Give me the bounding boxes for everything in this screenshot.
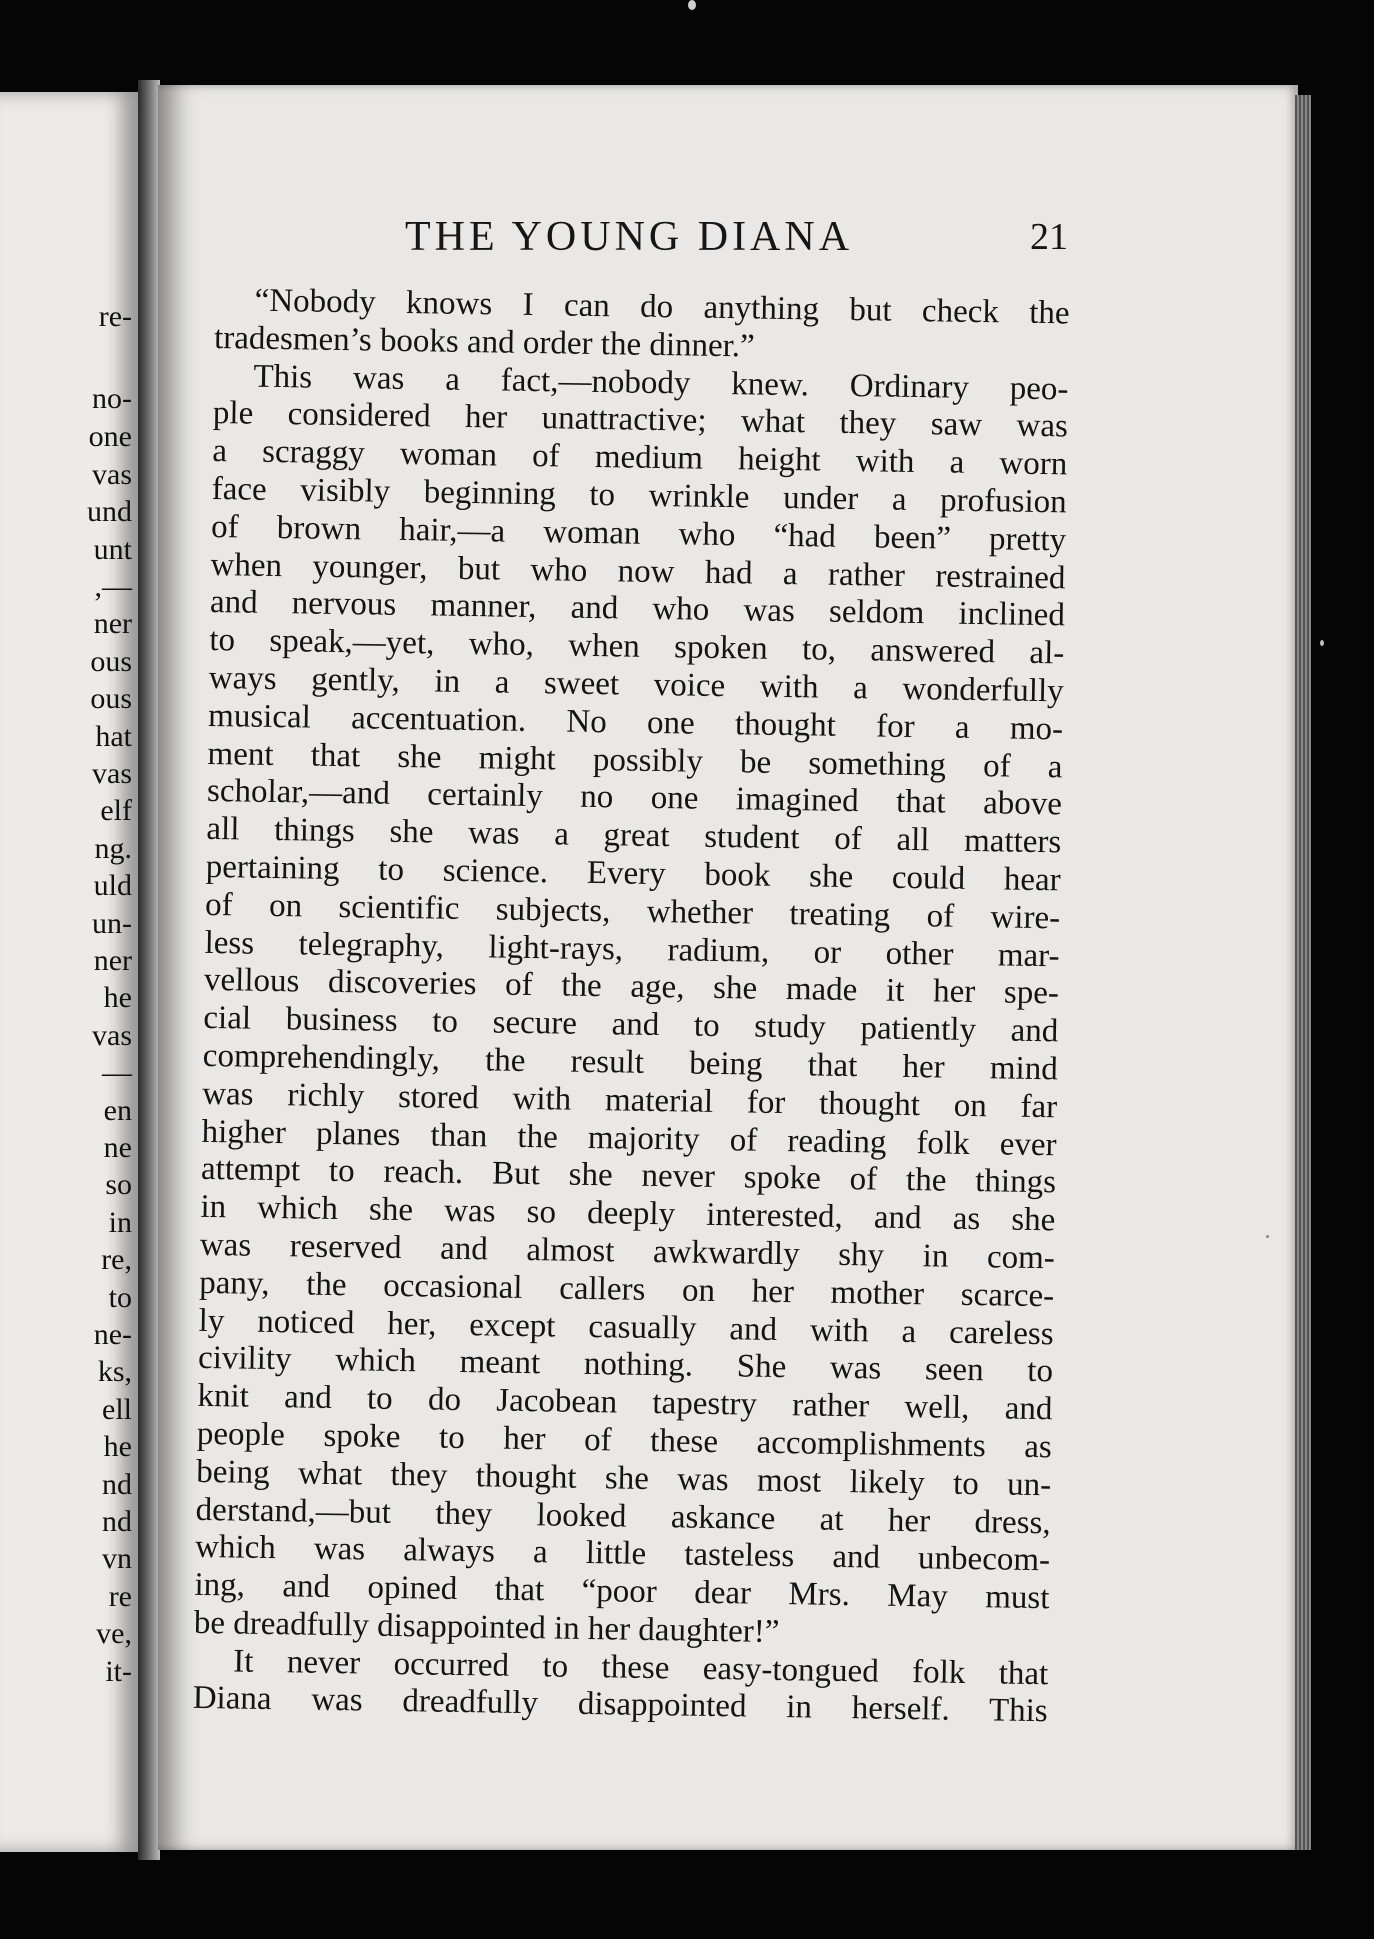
text-line: “Nobody knows I can do anything but check the xyxy=(254,282,1070,332)
text-line: pertaining to science. Every book she could hear xyxy=(205,848,1061,899)
text-line: which was always a little tasteless and unbecom- xyxy=(194,1529,1051,1579)
text-line: It never occurred to these easy-tongued folk that xyxy=(233,1643,1049,1692)
prev-page-fragment: ner xyxy=(93,607,132,640)
scan-speck xyxy=(688,0,696,10)
text-line: ment that she might possibly be something of a xyxy=(207,735,1063,785)
prev-page-fragment: ner xyxy=(93,944,132,977)
prev-page-fragment: ks, xyxy=(97,1355,132,1388)
prev-page-fragment: ne- xyxy=(93,1318,132,1351)
prev-page-fragment: en xyxy=(103,1094,132,1127)
running-title: THE YOUNG DIANA xyxy=(405,214,854,260)
page-header xyxy=(0,213,1374,263)
prev-page-fragment: vn xyxy=(102,1542,132,1575)
prev-page-fragment: so xyxy=(105,1168,132,1201)
prev-page-fragment: ous xyxy=(90,645,132,678)
prev-page-fragment: elf xyxy=(100,794,132,827)
prev-page-fragment: ve, xyxy=(96,1617,132,1650)
prev-page-fragment: hat xyxy=(95,720,132,753)
prev-page-fragment: ous xyxy=(90,682,132,715)
prev-page-fragment: re, xyxy=(101,1243,132,1276)
text-line: cial business to secure and to study patiently and xyxy=(203,1000,1059,1050)
text-line: musical accentuation. No one thought for a mo- xyxy=(207,697,1064,748)
prev-page-fragment: vas xyxy=(92,458,132,491)
text-line: when younger, but who now had a rather restrained xyxy=(210,546,1066,596)
text-line: of on scientific subjects, whether treating of wire- xyxy=(204,886,1061,937)
text-line: tradesmen’s books and order the dinner.” xyxy=(213,319,756,365)
scan-speck xyxy=(1266,1235,1269,1238)
prev-page-fragment: un- xyxy=(92,907,132,940)
text-line: ple considered her unattractive; what they saw was xyxy=(212,395,1069,445)
prev-page-fragment: und xyxy=(87,495,132,528)
previous-page-edge xyxy=(0,92,144,1852)
prev-page-fragment: one xyxy=(88,420,132,453)
prev-page-fragment: — xyxy=(102,1056,132,1089)
prev-page-fragment: it- xyxy=(105,1655,132,1688)
text-line: all things she was a great student of all matters xyxy=(206,811,1062,861)
prev-page-fragment: vas xyxy=(92,1019,132,1052)
prev-page-fragment: he xyxy=(103,981,132,1014)
text-line: less telegraphy, light-rays, radium, or other mar- xyxy=(204,924,1060,974)
text-line: was reserved and almost awkwardly shy in com- xyxy=(199,1226,1056,1277)
text-line: vellous discoveries of the age, she made it her spe- xyxy=(203,962,1060,1012)
prev-page-fragment: he xyxy=(103,1430,132,1463)
text-line: comprehendingly, the result being that her mind xyxy=(202,1037,1059,1088)
prev-page-fragment: ne xyxy=(103,1131,132,1164)
text-line: of brown hair,—a woman who “had been” pretty xyxy=(210,508,1067,559)
text-line: attempt to reach. But she never spoke of the things xyxy=(200,1151,1057,1201)
prev-page-fragment: to xyxy=(108,1281,132,1314)
text-line: civility which meant nothing. She was seen to xyxy=(197,1340,1054,1390)
prev-page-fragment: ,— xyxy=(94,570,132,603)
text-line: a scraggy woman of medium height with a worn xyxy=(212,433,1068,483)
prev-page-fragment: ell xyxy=(102,1393,132,1426)
book-gutter xyxy=(138,80,160,1860)
text-line: scholar,—and certainly no one imagined that above xyxy=(206,773,1063,823)
text-line: derstand,—but they looked askance at her dress, xyxy=(195,1491,1051,1541)
text-line: face visibly beginning to wrinkle under a profusion xyxy=(211,470,1067,521)
text-line: people spoke to her of these accomplishments as xyxy=(196,1415,1053,1466)
text-line: to speak,—yet, who, when spoken to, answered al- xyxy=(209,622,1065,672)
text-line: ing, and opined that “poor dear Mrs. May must xyxy=(194,1566,1050,1617)
text-line: and nervous manner, and who was seldom inclined xyxy=(209,584,1066,634)
text-line: higher planes than the majority of reading folk ever xyxy=(201,1113,1057,1163)
text-line: ways gently, in a sweet voice with a wonderfully xyxy=(208,659,1064,710)
text-line: Diana was dreadfully disappointed in herself. This xyxy=(192,1680,1048,1730)
text-line: knit and to do Jacobean tapestry rather well, and xyxy=(197,1377,1053,1428)
page-stack-edge xyxy=(1295,95,1311,1850)
text-line: being what they thought she was most likely to un- xyxy=(196,1453,1052,1503)
page-number: 21 xyxy=(1030,216,1068,258)
prev-page-fragment: re xyxy=(108,1580,132,1613)
prev-page-fragment: in xyxy=(108,1206,132,1239)
prev-page-fragment: nd xyxy=(102,1505,132,1538)
text-line: in which she was so deeply interested, and as she xyxy=(200,1189,1056,1239)
text-line: pany, the occasional callers on her mother scarce- xyxy=(198,1264,1055,1315)
prev-page-fragment: nd xyxy=(102,1468,132,1501)
prev-page-fragment: uld xyxy=(93,869,132,902)
text-line: This was a fact,—nobody knew. Ordinary peo- xyxy=(253,358,1069,408)
scan-speck xyxy=(1320,640,1324,646)
prev-page-fragment: unt xyxy=(93,533,132,566)
prev-page-fragment: vas xyxy=(92,757,132,790)
prev-page-fragment: no- xyxy=(92,382,132,415)
page-body-text xyxy=(192,282,1069,1732)
prev-page-fragment: re- xyxy=(98,300,132,333)
text-line: ly noticed her, except casually and with a careless xyxy=(198,1302,1054,1352)
text-line: was richly stored with material for thought on far xyxy=(201,1075,1058,1126)
text-line: be dreadfully disappointed in her daughter!” xyxy=(193,1604,780,1650)
prev-page-fragment: ng. xyxy=(94,832,132,865)
